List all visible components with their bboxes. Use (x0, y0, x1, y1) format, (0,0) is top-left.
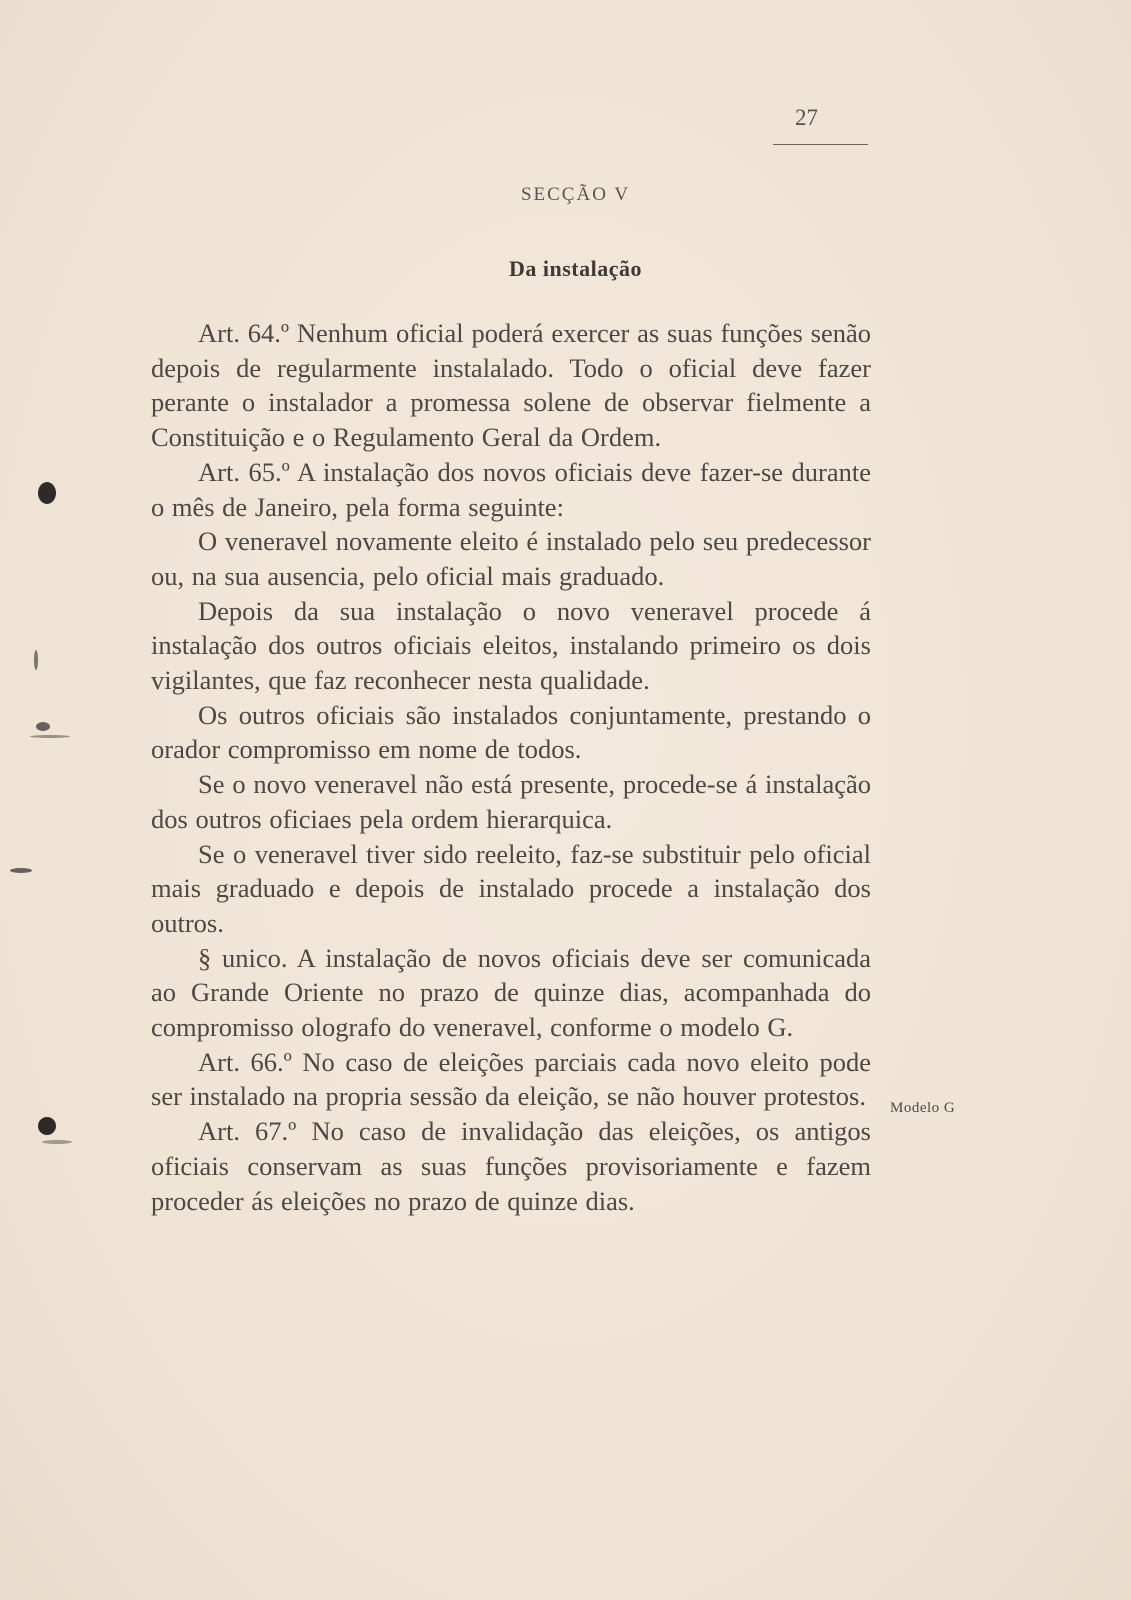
page-number: 27 (795, 105, 818, 130)
section-title: SECÇÃO V (520, 184, 631, 205)
ink-stain (38, 482, 56, 504)
margin-note: Modelo G (890, 1100, 956, 1116)
paragraph-veneravel-reeleito: Se o veneravel tiver sido reeleito, faz-se substituir pelo oficial mais graduado e depois de instalado procede a instalação dos outros. (151, 838, 871, 938)
ink-stain (38, 1117, 56, 1135)
paragraph-unico: § unico. A instalação de novos oficiais deve ser comunicada ao Grande Oriente no prazo de quinze dias, acompanhada do compromisso olografo do veneravel, conforme o modelo G. (151, 942, 871, 1043)
paragraph-veneravel-instalado: O veneravel novamente eleito é instalado pelo seu predecessor ou, na sua ausencia, pelo oficial mais graduado. (151, 526, 871, 591)
paragraph-outros-oficiais: Os outros oficiais são instalados conjuntamente, prestando o orador compromisso em nome de todos. (151, 699, 871, 765)
ink-stain (42, 1140, 72, 1144)
ink-stain (30, 735, 70, 738)
paragraph-art-66: Art. 66.º No caso de eleições parciais cada novo eleito pode ser instalado na propria sessão da eleição, se não houver protestos. (151, 1046, 871, 1112)
ink-stain (36, 722, 50, 731)
paragraph-instalacao-oficiais: Depois da sua instalação o novo veneravel procede á instalação dos outros oficiais eleitos, instalando primeiro os dois vigilantes, que faz reconhecer nesta qualidade. (151, 595, 871, 696)
body-text (151, 316, 871, 1218)
paragraph-art-65: Art. 65.º A instalação dos novos oficiais deve fazer-se durante o mês de Janeiro, pela forma seguinte: (151, 456, 871, 522)
ink-stain (10, 868, 32, 873)
ink-stain (34, 650, 38, 670)
paragraph-veneravel-ausente: Se o novo veneravel não está presente, procede-se á instalação dos outros oficiaes pela ordem hierarquica. (151, 769, 871, 834)
section-heading: Da instalação (509, 256, 642, 281)
paragraph-art-67: Art. 67.º No caso de invalidação das eleições, os antigos oficiais conservam as suas funções provisoriamente e fazem proceder ás eleições no prazo de quinze dias. (151, 1116, 871, 1216)
paragraph-art-64: Art. 64.º Nenhum oficial poderá exercer as suas funções senão depois de regularmente instalalado. Todo o oficial deve fazer perante o instalador a promessa solene de observar fielmente a Constituição e o Regulamento Geral da Ordem. (151, 318, 871, 453)
header-rule (773, 144, 868, 145)
